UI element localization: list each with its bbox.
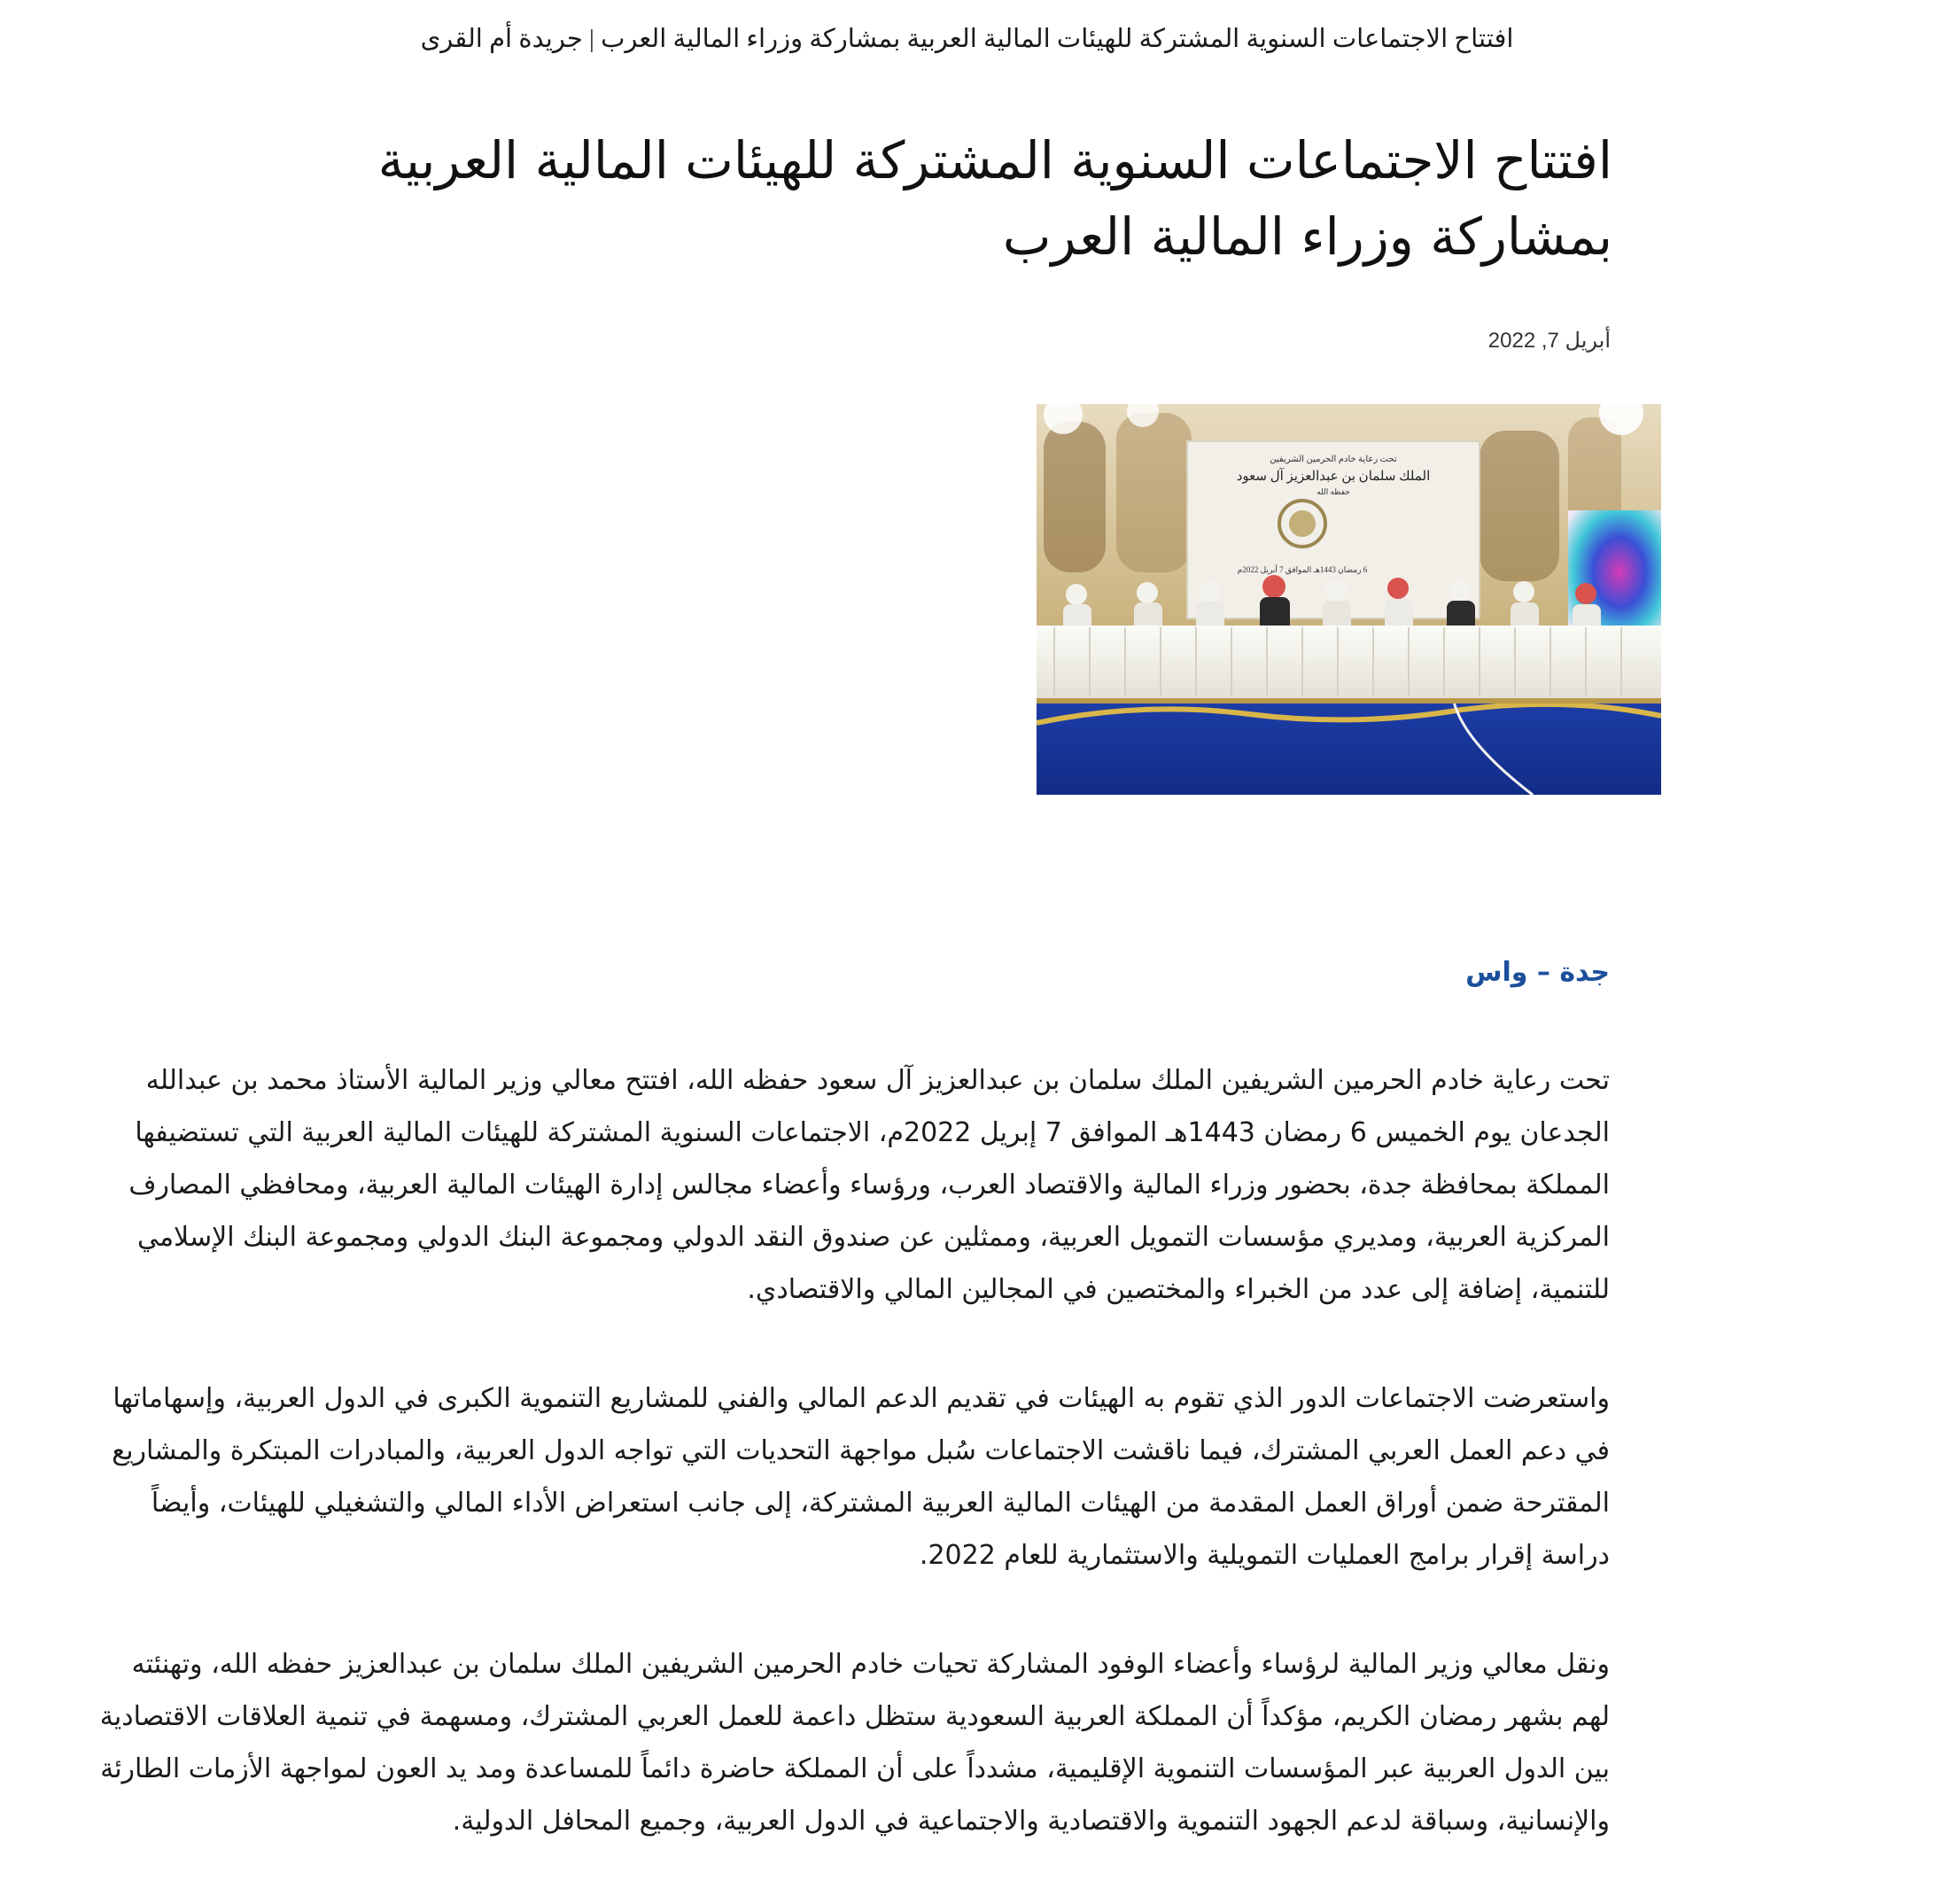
conference-table <box>1037 626 1661 698</box>
article-body <box>86 1054 1610 1904</box>
banner-line: 6 رمضان 1443هـ الموافق 7 أبريل 2022م <box>1237 565 1368 574</box>
left-arch <box>1044 422 1106 572</box>
paragraph: تحت رعاية خادم الحرمين الشريفين الملك سلمان بن عبدالعزيز آل سعود حفظه الله، افتتح معالي وزير المالية الأستاذ محمد بن عبدالله الجدعان يوم الخميس 6 رمضان 1443هـ الموافق 7 إبريل 2022م، الاجتماعات السنوية المشتركة للهيئات المالية العربية التي تستضيفها المملكة بمحافظة جدة، بحضور وزراء المالية والاقتصاد العرب، ورؤساء وأعضاء مجالس إدارة الهيئات المالية العربية، ومحافظي المصارف المركزية العربية، ومديري مؤسسات التمويل العربية، وممثلين عن صندوق النقد الدولي ومجموعة البنك الدولي ومجموعة البنك الإسلامي للتنمية، إضافة إلى عدد من الخبراء والمختصين في المجالين المالي والاقتصادي. <box>128 1065 1610 1305</box>
floor-edge <box>1037 698 1661 703</box>
article-photo <box>1037 404 1661 795</box>
emblem-inner <box>1289 510 1316 537</box>
page-header: افتتاح الاجتماعات السنوية المشتركة للهيئات المالية العربية بمشاركة وزراء المالية العرب | جريدة أم القرى <box>420 25 1514 53</box>
paragraph: ونقل معالي وزير المالية لرؤساء وأعضاء الوفود المشاركة تحيات خادم الحرمين الشريفين الملك سلمان بن عبدالعزيز حفظه الله، وتهنئته لهم بشهر رمضان الكريم، مؤكداً أن المملكة العربية السعودية ستظل داعمة للعمل العربي المشترك، ومسهمة في تنمية العلاقات الاقتصادية بين الدول العربية عبر المؤسسات التنموية الإقليمية، مشدداً على أن المملكة حاضرة دائماً للمساعدة ومد يد العون لمواجهة الأزمات الطارئة والإنسانية، وسباقة لدعم الجهود التنموية والاقتصادية والاجتماعية في الدول العربية، وجميع المحافل الدولية. <box>99 1649 1610 1837</box>
banner-line: الملك سلمان بن عبدالعزيز آل سعود <box>1236 470 1431 484</box>
dateline: جدة – واس <box>1465 957 1610 988</box>
banner-line: حفظه الله <box>1317 487 1350 496</box>
left-arch-2 <box>1116 413 1192 572</box>
banner-line: تحت رعاية خادم الحرمين الشريفين <box>1270 455 1397 464</box>
article-date: أبريل 7, 2022 <box>1487 329 1611 353</box>
paragraph: واستعرضت الاجتماعات الدور الذي تقوم به الهيئات في تقديم الدعم المالي والفني للمشاريع التنموية الكبرى في الدول العربية، وإسهاماتها في دعم العمل العربي المشترك، فيما ناقشت الاجتماعات سُبل مواجهة التحديات التي تواجه الدول العربية، والمبادرات المبتكرة والمشاريع المقترحة ضمن أوراق العمل المقدمة من الهيئات المالية العربية المشتركة، إلى جانب استعراض الأداء المالي والتشغيلي للهيئات، وأيضاً دراسة إقرار برامج العمليات التمويلية والاستثمارية للعام 2022. <box>112 1383 1610 1571</box>
right-arch <box>1480 431 1559 581</box>
article-title: افتتاح الاجتماعات السنوية المشتركة للهيئات المالية العربية بمشاركة وزراء المالية العرب <box>377 130 1612 267</box>
